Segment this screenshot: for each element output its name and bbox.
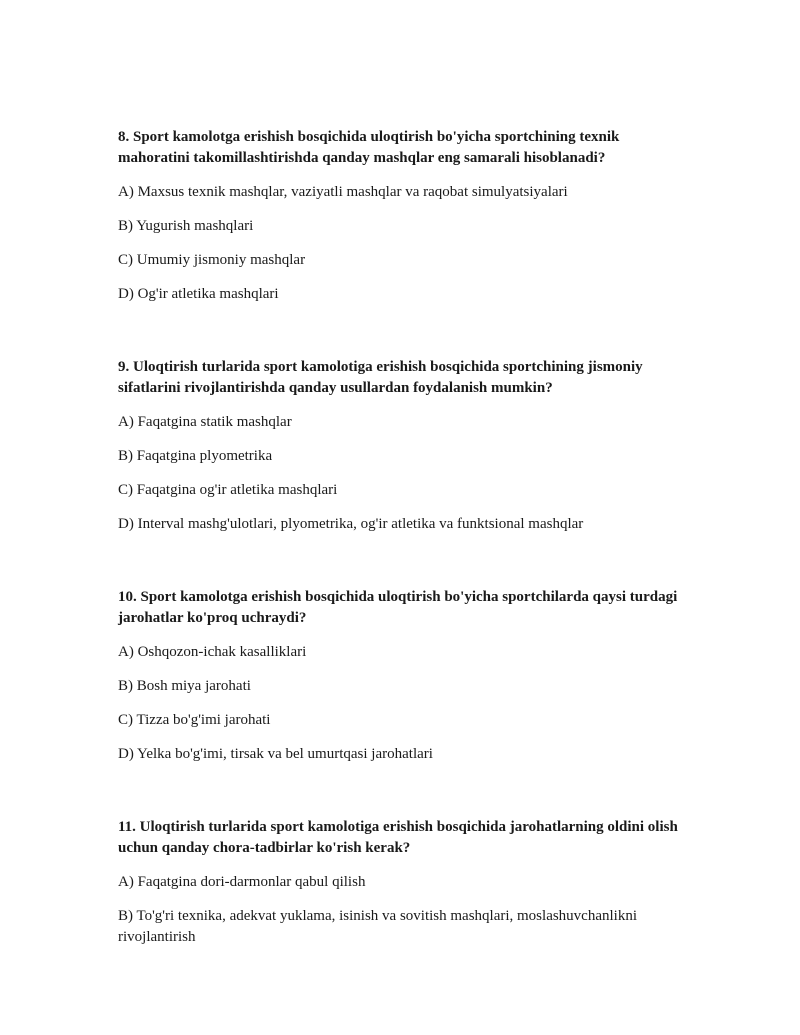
question-text: 10. Sport kamolotga erishish bosqichida uloqtirish bo'yicha sportchilarda qaysi turdagi jarohatlar ko'proq uchraydi? [118,589,678,626]
question-11 [118,817,683,948]
answer-option-c: C) Umumiy jismoniy mashqlar [118,252,306,268]
answer-option-d: D) Interval mashg'ulotlari, plyometrika, og'ir atletika va funktsional mashqlar [118,516,584,532]
answer-option-a: A) Faqatgina statik mashqlar [118,414,292,430]
document-page [118,127,683,1000]
answer-option-b: B) Bosh miya jarohati [118,678,251,694]
question-9 [118,357,683,535]
answer-option-b: B) Yugurish mashqlari [118,218,254,234]
answer-option-c: C) Faqatgina og'ir atletika mashqlari [118,482,338,498]
answer-option-d: D) Og'ir atletika mashqlari [118,286,279,302]
answer-option-b: B) To'g'ri texnika, adekvat yuklama, isinish va sovitish mashqlari, moslashuvchanlikni rivojlantirish [118,908,638,945]
question-8 [118,127,683,305]
question-text: 9. Uloqtirish turlarida sport kamolotiga erishish bosqichida sportchining jismoniy sifatlarini rivojlantirishda qanday usullardan foydalanish mumkin? [118,359,643,396]
question-text: 11. Uloqtirish turlarida sport kamolotiga erishish bosqichida jarohatlarning oldini olish uchun qanday chora-tadbirlar ko'rish kerak? [118,819,678,856]
answer-option-a: A) Faqatgina dori-darmonlar qabul qilish [118,874,366,890]
answer-option-c: C) Tizza bo'g'imi jarohati [118,712,271,728]
answer-option-b: B) Faqatgina plyometrika [118,448,273,464]
answer-option-d: D) Yelka bo'g'imi, tirsak va bel umurtqasi jarohatlari [118,746,433,762]
answer-option-a: A) Maxsus texnik mashqlar, vaziyatli mashqlar va raqobat simulyatsiyalari [118,184,568,200]
question-10 [118,587,683,765]
answer-option-a: A) Oshqozon-ichak kasalliklari [118,644,307,660]
question-text: 8. Sport kamolotga erishish bosqichida uloqtirish bo'yicha sportchining texnik mahoratini takomillashtirishda qanday mashqlar eng samarali hisoblanadi? [118,129,620,166]
